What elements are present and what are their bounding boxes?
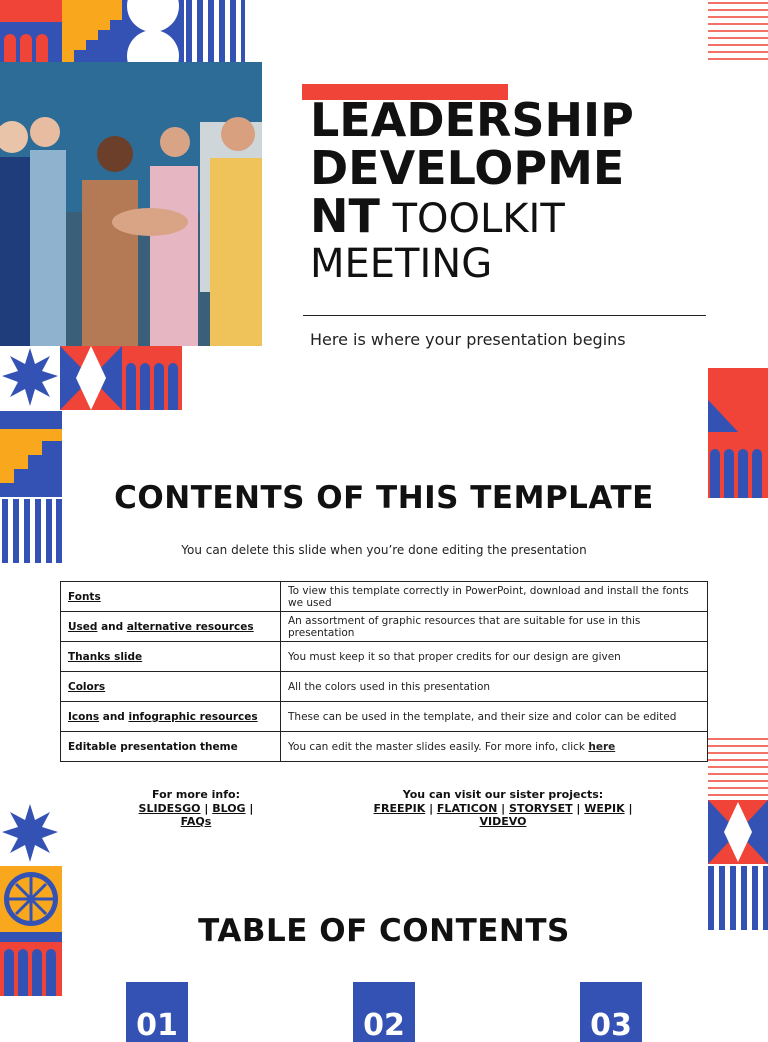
separator: |	[572, 801, 585, 815]
table-row	[61, 702, 708, 732]
title-line-3-bold: NT	[310, 189, 380, 243]
contents-table	[60, 581, 708, 762]
toc-number-box	[580, 982, 642, 1042]
faqs-link[interactable]: FAQs	[180, 815, 212, 828]
title-line-4: MEETING	[310, 241, 493, 287]
table-cell: Editable presentation theme	[61, 732, 281, 762]
infographic-resources-link[interactable]: infographic resources	[128, 710, 258, 723]
team-photo	[0, 62, 262, 346]
toc-number-box	[126, 982, 188, 1042]
table-row	[61, 582, 708, 612]
contents-note: You can delete this slide when you’re done editing the presentation	[181, 543, 587, 557]
table-cell: An assortment of graphic resources that are suitable for use in this presentation	[281, 612, 708, 642]
toc-number: 03	[590, 1008, 632, 1042]
toc-number: 01	[136, 1008, 178, 1042]
storyset-link[interactable]: STORYSET	[509, 801, 573, 815]
toc-title: TABLE OF CONTENTS	[198, 913, 570, 949]
table-cell: You must keep it so that proper credits for our design are given	[281, 642, 708, 672]
here-link[interactable]: here	[588, 740, 616, 753]
right-lower-pattern	[708, 736, 768, 930]
sister-projects-block	[360, 788, 646, 829]
contents-title: CONTENTS OF THIS TEMPLATE	[114, 480, 654, 516]
flaticon-link[interactable]: FLATICON	[436, 801, 498, 815]
separator: |	[497, 801, 510, 815]
separator: |	[624, 801, 633, 815]
right-mid-pattern	[708, 368, 768, 498]
alternative-resources-link[interactable]: alternative resources	[126, 620, 254, 633]
title-line-1: LEADERSHIP	[310, 93, 634, 147]
title-line-2: DEVELOPME	[310, 141, 625, 195]
table-cell: These can be used in the template, and their size and color can be edited	[281, 702, 708, 732]
toc-number-box	[353, 982, 415, 1042]
table-cell: All the colors used in this presentation	[281, 672, 708, 702]
table-row	[61, 732, 708, 762]
page-title	[310, 93, 750, 287]
and-text: and	[97, 620, 127, 633]
wepik-link[interactable]: WEPIK	[584, 801, 625, 815]
table-row	[61, 612, 708, 642]
table-row	[61, 642, 708, 672]
table-row	[61, 672, 708, 702]
toc-number: 02	[363, 1008, 405, 1042]
table-cell: To view this template correctly in PowerPoint, download and install the fonts we used	[281, 582, 708, 612]
thanks-slide-link[interactable]: Thanks slide	[68, 650, 143, 663]
icons-link[interactable]: Icons	[68, 710, 100, 723]
subtitle: Here is where your presentation begins	[310, 330, 626, 349]
more-info-heading: For more info:	[152, 788, 240, 801]
slidesgo-link[interactable]: SLIDESGO	[138, 801, 201, 815]
table-cell: You can edit the master slides easily. For more info, click	[288, 740, 589, 753]
blog-link[interactable]: BLOG	[212, 801, 246, 815]
separator: |	[200, 801, 213, 815]
separator: |	[425, 801, 437, 815]
colors-link[interactable]: Colors	[68, 680, 106, 693]
title-divider	[303, 315, 706, 316]
used-link[interactable]: Used	[68, 620, 98, 633]
left-mid-pattern	[0, 346, 182, 410]
fonts-link[interactable]: Fonts	[68, 590, 101, 603]
more-info-block	[120, 788, 272, 829]
separator: |	[245, 801, 254, 815]
and-text: and	[99, 710, 129, 723]
sister-heading: You can visit our sister projects:	[402, 788, 604, 801]
top-left-pattern	[0, 0, 245, 62]
title-line-3-thin: TOOLKIT	[379, 196, 565, 242]
freepik-link[interactable]: FREEPIK	[373, 801, 426, 815]
videvo-link[interactable]: VIDEVO	[479, 815, 527, 828]
top-right-lines	[708, 0, 768, 64]
left-lower-pattern	[0, 804, 62, 996]
